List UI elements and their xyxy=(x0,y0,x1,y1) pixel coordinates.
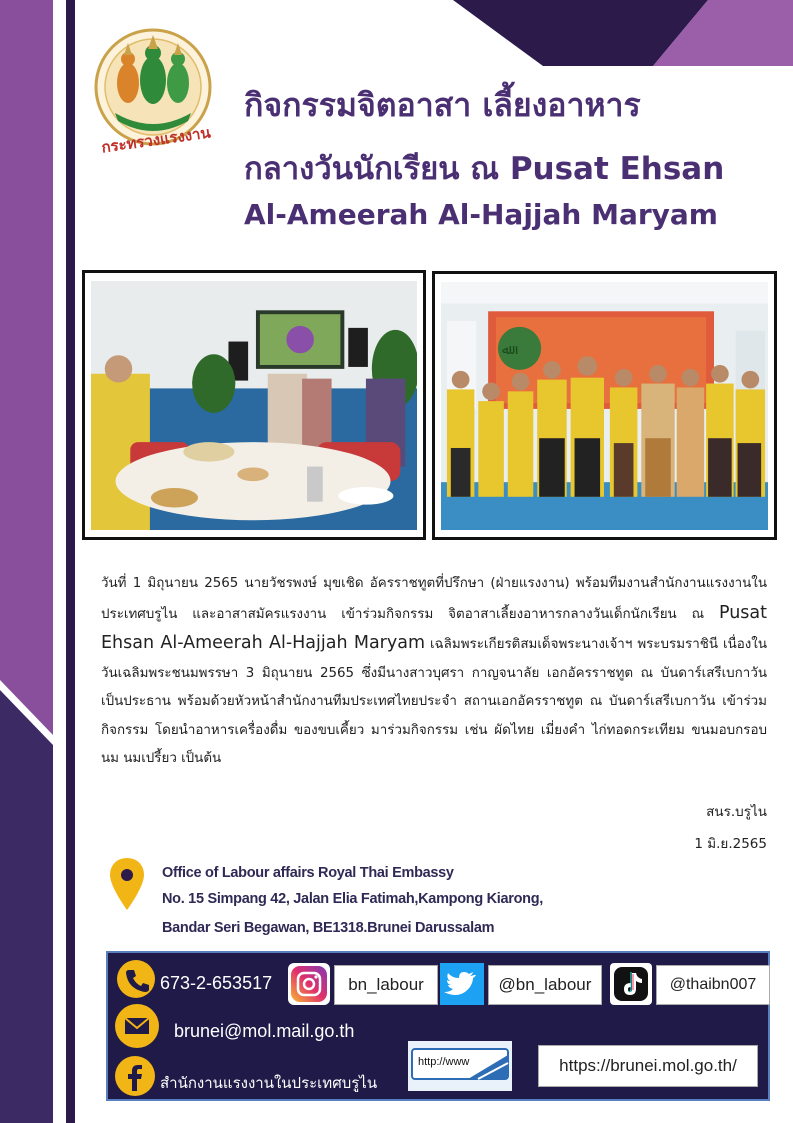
logo-caption: กระทรวงแรงงาน xyxy=(100,123,212,157)
address-line-2: No. 15 Simpang 42, Jalan Elia Fatimah,Kampong Kiarong, xyxy=(162,891,544,907)
instagram-handle[interactable]: bn_labour xyxy=(334,965,438,1005)
phone-icon xyxy=(116,959,156,999)
facebook-page[interactable]: สำนักงานแรงงานในประเทศบรูไน xyxy=(160,1074,378,1092)
twitter-icon[interactable] xyxy=(440,963,484,1005)
signoff-org: สนร.บรูไน xyxy=(706,804,767,820)
address-line-3: Bandar Seri Begawan, BE1318.Brunei Darussalam xyxy=(162,920,495,936)
facebook-icon[interactable] xyxy=(114,1055,156,1097)
tiktok-icon[interactable] xyxy=(610,963,652,1005)
email-address[interactable]: brunei@mol.mail.go.th xyxy=(174,1021,355,1041)
top-right-decor xyxy=(453,0,793,66)
page-title-line-3: Al-Ameerah Al-Hajjah Maryam xyxy=(244,198,718,231)
left-dark-bar xyxy=(66,0,75,1123)
website-url[interactable]: https://brunei.mol.go.th/ xyxy=(538,1045,758,1087)
address-line-1: Office of Labour affairs Royal Thai Embassy xyxy=(162,865,454,881)
twitter-handle[interactable]: @bn_labour xyxy=(488,965,602,1005)
article-body-place: Pusat Ehsan Al-Ameerah Al-Hajjah Maryam xyxy=(101,602,767,653)
web-badge-text: http://www xyxy=(418,1056,470,1068)
contact-panel xyxy=(106,951,770,1101)
event-photo-1 xyxy=(82,270,426,540)
svg-text:ﷲ: ﷲ xyxy=(501,342,510,359)
location-pin-icon xyxy=(110,858,144,910)
instagram-icon[interactable] xyxy=(288,963,330,1005)
event-photo-2 xyxy=(432,271,777,540)
article-body xyxy=(101,570,767,774)
phone-number[interactable]: 673-2-653517 xyxy=(160,973,273,993)
page-title-line-1: กิจกรรมจิตอาสา เลี้ยงอาหาร xyxy=(244,86,641,124)
web-badge xyxy=(408,1041,512,1091)
left-decor-shape xyxy=(0,0,53,1123)
page-title-line-2: กลางวันนักเรียน ณ Pusat Ehsan xyxy=(244,151,725,187)
tiktok-handle[interactable]: @thaibn007 xyxy=(656,965,770,1005)
signoff-date: 1 มิ.ย.2565 xyxy=(694,836,767,852)
email-icon xyxy=(114,1003,160,1049)
article-body-part-1: วันที่ 1 มิถุนายน 2565 นายวัชรพงษ์ มุขเชิด อัครราชทูตที่ปรึกษา (ฝ่ายแรงงาน) พร้อมทีมงานสำนักงานแรงงานในประเทศบรูไน และอาสาสมัครแรงงาน เข้าร่วมกิจกรรม จิตอาสาเลี้ยงอาหารกลางวันเด็กนักเรียน ณ xyxy=(101,576,767,622)
article-body-part-2: เฉลิมพระเกียรติสมเด็จพระนางเจ้าฯ พระบรมราชินี เนื่องในวันเฉลิมพระชนมพรรษา 3 มิถุนายน 2565 ซึ่งมีนางสาวบุศรา กาญจนาลัย เอกอัครราชทูต ณ บันดาร์เสรีเบกาวัน เป็นประธาน พร้อมด้วยหัวหน้าสำนักงานทีมประเทศไทยประจำ สถานเอกอัครราชทูต ณ บันดาร์เสรีเบกาวัน เข้าร่วมกิจกรรม โดยนำอาหารเครื่องดื่ม ของขบเคี้ยว มาร่วมกิจกรรม เช่น ผัดไทย เมี่ยงคำ ไก่ทอดกระเทียม ขนมอบกรอบ นม นมเปรี้ยว เป็นต้น xyxy=(101,637,767,766)
